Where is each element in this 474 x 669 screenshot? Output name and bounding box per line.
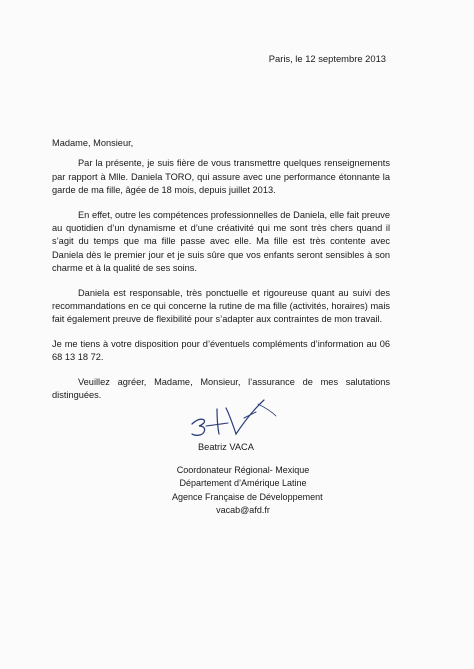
closing-sentence: Veuillez agréer, Madame, Monsieur, l’assurance de mes salutations distinguées.: [52, 376, 390, 401]
letter-body: [52, 137, 390, 414]
signer-organization: Agence Française de Développement: [172, 491, 323, 502]
handwritten-signature: [186, 388, 282, 440]
signer-name: Beatriz VACA: [198, 442, 254, 452]
signer-title: Coordonateur Régional- Mexique: [176, 465, 310, 475]
paragraph-skills: En effet, outre les compétences professionnelles de Daniela, elle fait preuve au quotidien d’un dynamisme et d’une créativité qui me sont très chers quand il s’agit du temps que ma fille passe avec elle. Ma fille est très contente avec Daniela dès le premier jour et je suis sûre que vos enfants seront sensibles à son charme et à la qualité de ses soins.: [52, 209, 390, 274]
signer-department: Département d’Amérique Latine: [179, 478, 307, 489]
paragraph-introduction: Par la présente, je suis fière de vous transmettre quelques renseignements par rapport à Mlle. Daniela TORO, qui assure avec une performance étonnante la garde de ma fille, âgée de 18 mois, depuis juillet 2013.: [52, 158, 390, 196]
availability-sentence: Je me tiens à votre disposition pour d’éventuels compléments d’information au 06 68 13 18 72.: [52, 338, 390, 363]
signer-email: vacab@afd.fr: [216, 505, 270, 516]
date-line: Paris, le 12 septembre 2013: [268, 53, 386, 64]
salutation: Madame, Monsieur,: [52, 138, 134, 148]
signer-details: [172, 464, 323, 518]
paragraph-responsibility: Daniela est responsable, très ponctuelle et rigoureuse quant au suivi des recommandations en ce qui concerne la rutine de ma fille (activités, horaires) mais fait également preuve de flexibilité pour s’adapter aux contraintes de mon travail.: [52, 287, 390, 325]
